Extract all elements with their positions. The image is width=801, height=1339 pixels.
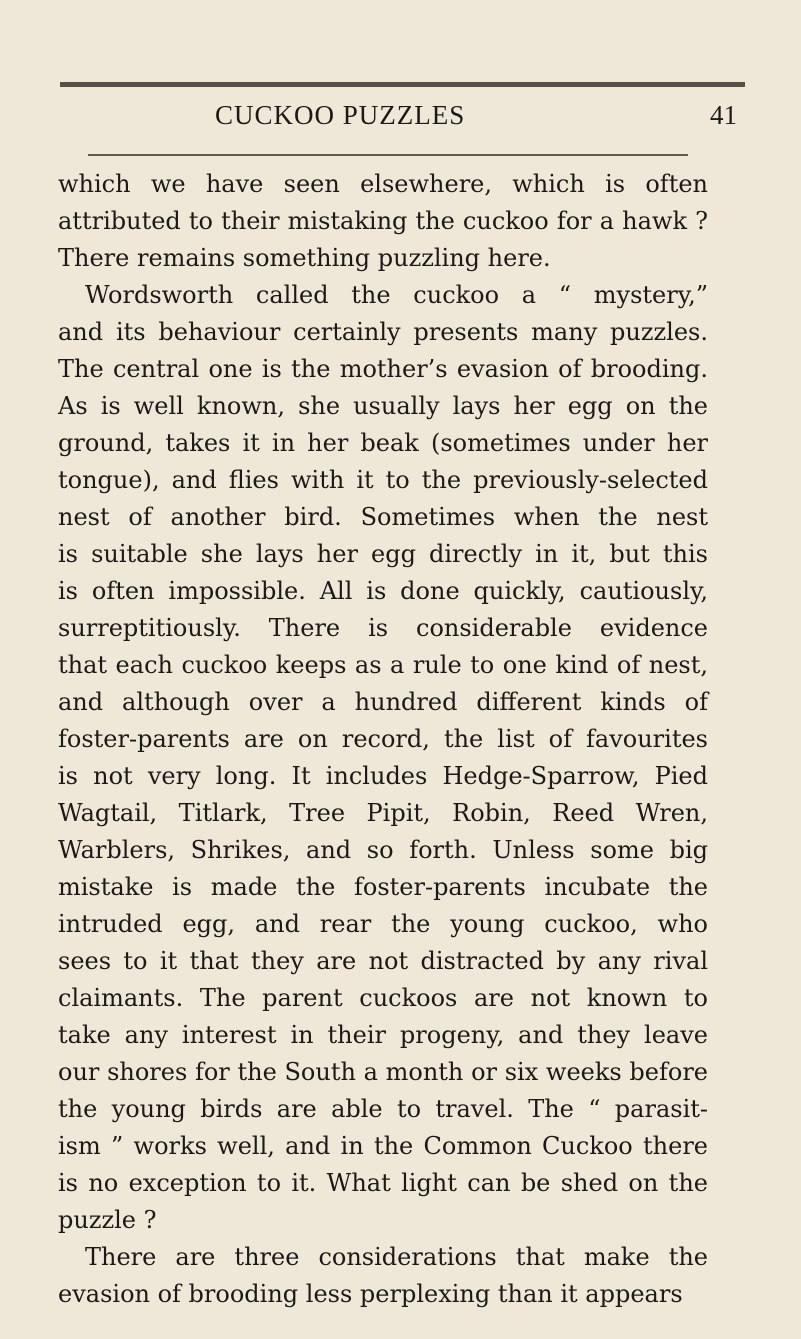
- page-header: [60, 96, 745, 140]
- text-line: claimants. The parent cuckoos are not known to: [58, 984, 708, 1012]
- top-rule: [60, 82, 745, 87]
- text-line: mistake is made the foster-parents incubate the: [58, 873, 708, 901]
- text-line: As is well known, she usually lays her egg on the: [58, 392, 708, 420]
- text-line: and although over a hundred different kinds of: [58, 688, 708, 716]
- text-line: is no exception to it. What light can be shed on the: [58, 1169, 708, 1197]
- text-line: the young birds are able to travel. The “ parasit-: [58, 1095, 708, 1123]
- text-line: surreptitiously. There is considerable evidence: [58, 614, 708, 642]
- text-line: take any interest in their progeny, and they leave: [58, 1021, 708, 1049]
- text-line: and its behaviour certainly presents many puzzles.: [58, 318, 708, 346]
- text-line: attributed to their mistaking the cuckoo for a hawk ?: [58, 207, 708, 235]
- text-line: sees to it that they are not distracted by any rival: [58, 947, 708, 975]
- text-line: ism ” works well, and in the Common Cuckoo there: [58, 1132, 708, 1160]
- header-rule: [88, 154, 688, 156]
- text-line: There are three considerations that make the: [85, 1243, 708, 1271]
- text-line: evasion of brooding less perplexing than it appears: [58, 1280, 683, 1308]
- page-number: 41: [710, 100, 737, 130]
- text-line: which we have seen elsewhere, which is often: [58, 170, 708, 198]
- text-line: nest of another bird. Sometimes when the nest: [58, 503, 708, 531]
- text-line: is often impossible. All is done quickly, cautiously,: [58, 577, 708, 605]
- text-line: intruded egg, and rear the young cuckoo, who: [58, 910, 708, 938]
- text-line: our shores for the South a month or six weeks before: [58, 1058, 708, 1086]
- text-line: that each cuckoo keeps as a rule to one kind of nest,: [58, 651, 708, 679]
- text-line: The central one is the mother’s evasion of brooding.: [58, 355, 708, 383]
- text-line: Wordsworth called the cuckoo a “ mystery,”: [85, 281, 708, 309]
- text-line: is suitable she lays her egg directly in it, but this: [58, 540, 708, 568]
- body-text: [58, 166, 708, 1313]
- running-head: CUCKOO PUZZLES: [215, 100, 466, 130]
- text-line: Wagtail, Titlark, Tree Pipit, Robin, Reed Wren,: [58, 799, 708, 827]
- text-line: puzzle ?: [58, 1206, 157, 1234]
- text-line: ground, takes it in her beak (sometimes under her: [58, 429, 708, 457]
- text-line: Warblers, Shrikes, and so forth. Unless some big: [58, 836, 708, 864]
- text-line: tongue), and flies with it to the previously-selected: [58, 466, 708, 494]
- text-line: There remains something puzzling here.: [58, 244, 551, 272]
- text-line: foster-parents are on record, the list of favourites: [58, 725, 708, 753]
- text-line: is not very long. It includes Hedge-Sparrow, Pied: [58, 762, 708, 790]
